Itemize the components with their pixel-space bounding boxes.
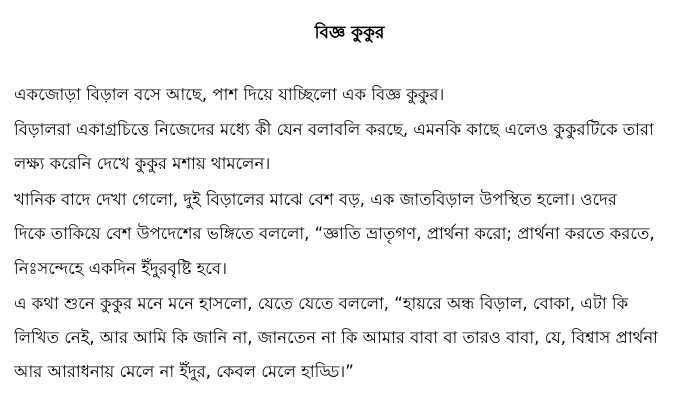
paragraph-line-2: বিড়ালরা একাগ্রচিত্তে নিজেদের মধ্যে কী যেন বলাবলি করছে, এমনকি কাছে এলেও কুকুরটিকে তারা <box>14 120 654 139</box>
document-title: বিজ্ঞ কুকুর <box>314 23 385 43</box>
paragraph-line-9: আর আরাধনায় মেলে না ইঁদুর, কেবল মেলে হাড্ডি।” <box>14 362 354 381</box>
paragraph-line-6: নিঃসন্দেহে একদিন ইঁদুরবৃষ্টি হবে। <box>14 259 228 278</box>
paragraph-line-8: লিখিত নেই, আর আমি কি জানি না, জানতেন না কি আমার বাবা বা তারও বাবা, যে, বিশ্বাস প্রার্থনা <box>14 328 658 347</box>
paragraph-line-3: লক্ষ্য করেনি দেখে কুকুর মশায় থামলেন। <box>14 154 271 173</box>
paragraph-line-4: খানিক বাদে দেখা গেলো, দুই বিড়ালের মাঝে বেশ বড়, এক জাতবিড়াল উপস্থিত হলো। ওদের <box>14 190 617 209</box>
paragraph-line-7: এ কথা শুনে কুকুর মনে মনে হাসলো, যেতে যেতে বললো, “হায়রে অন্ধ বিড়াল, বোকা, এটা কি <box>14 294 629 313</box>
paragraph-line-1: একজোড়া বিড়াল বসে আছে, পাশ দিয়ে যাচ্ছিলো এক বিজ্ঞ কুকুর। <box>14 85 445 104</box>
paragraph-line-5: দিকে তাকিয়ে বেশ উপদেশের ভঙ্গিতে বললো, “জ্ঞাতি ভ্রাতৃগণ, প্রার্থনা করো; প্রার্থনা করতে করতে, <box>14 224 655 243</box>
